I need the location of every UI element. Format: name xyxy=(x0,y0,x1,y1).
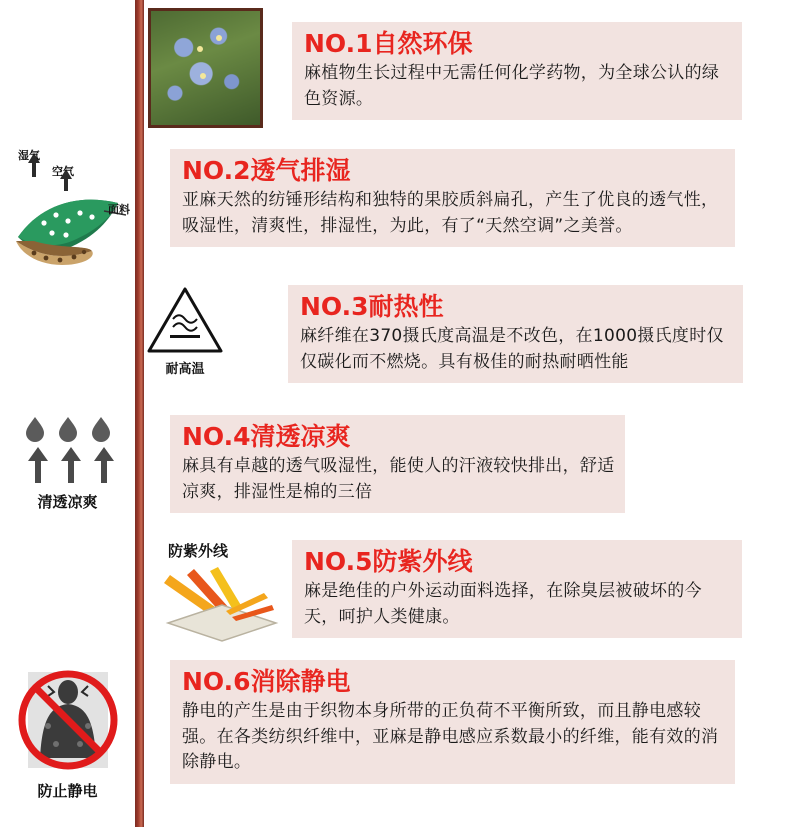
icon-caption: 耐高温 xyxy=(165,362,205,377)
flax-flower-photo xyxy=(148,8,273,128)
feature-title: NO.5防紫外线 xyxy=(304,547,473,576)
fabric-breathability-icon xyxy=(0,145,140,265)
cooling-droplets-svg xyxy=(13,415,123,487)
feature-body: 麻是绝佳的户外运动面料选择，在除臭层被破坏的今天，呵护人类健康。 xyxy=(304,581,702,627)
icon-label-air: 空气 xyxy=(52,165,74,178)
anti-static-svg xyxy=(14,666,122,776)
icon-caption: 防紫外线 xyxy=(168,542,229,560)
feature-title: NO.2透气排湿 xyxy=(182,156,351,185)
feature-title: NO.1自然环保 xyxy=(304,29,473,58)
heat-resistant-triangle-icon xyxy=(130,285,240,377)
feature-title: NO.3耐热性 xyxy=(300,292,444,321)
cooling-droplets-icon xyxy=(5,415,130,512)
feature-title: NO.4清透凉爽 xyxy=(182,422,351,451)
feature-title: NO.6消除静电 xyxy=(182,667,351,696)
feature-body: 静电的产生是由于织物本身所带的正负荷不平衡所致，而且静电感较强。在各类纺织纤维中，亚麻是静电感应系数最小的纤维，能有效的消除静电。 xyxy=(182,701,719,773)
feature-panel-5 xyxy=(292,540,742,638)
anti-static-icon xyxy=(5,666,130,801)
feature-body: 亚麻天然的纺锤形结构和独特的果胶质斜扁孔，产生了优良的透气性，吸湿性，清爽性，排湿性，为此，有了“天然空调”之美誉。 xyxy=(182,190,719,236)
feature-panel-4 xyxy=(170,415,625,513)
feature-body: 麻植物生长过程中无需任何化学药物，为全球公认的绿色资源。 xyxy=(304,63,720,109)
feature-panel-3 xyxy=(288,285,743,383)
heat-resistant-svg xyxy=(146,285,224,355)
feature-body: 麻具有卓越的透气吸湿性，能使人的汗液较快排出，舒适凉爽，排湿性是棉的三倍 xyxy=(182,456,615,502)
icon-label-moisture: 湿气 xyxy=(18,149,40,162)
icon-label-fabric: 面料 xyxy=(108,203,130,216)
feature-panel-1 xyxy=(292,22,742,120)
icon-caption: 清透凉爽 xyxy=(37,493,98,511)
feature-body: 麻纤维在370摄氏度高温是不改色，在1000摄氏度时仅仅碳化而不燃烧。具有极佳的耐热耐晒性能 xyxy=(300,326,724,372)
icon-caption: 防止静电 xyxy=(37,782,98,800)
vertical-timeline-bar xyxy=(135,0,144,827)
uv-protection-svg xyxy=(160,565,280,643)
uv-protection-icon xyxy=(160,540,300,637)
feature-panel-2 xyxy=(170,149,735,247)
feature-panel-6 xyxy=(170,660,735,784)
